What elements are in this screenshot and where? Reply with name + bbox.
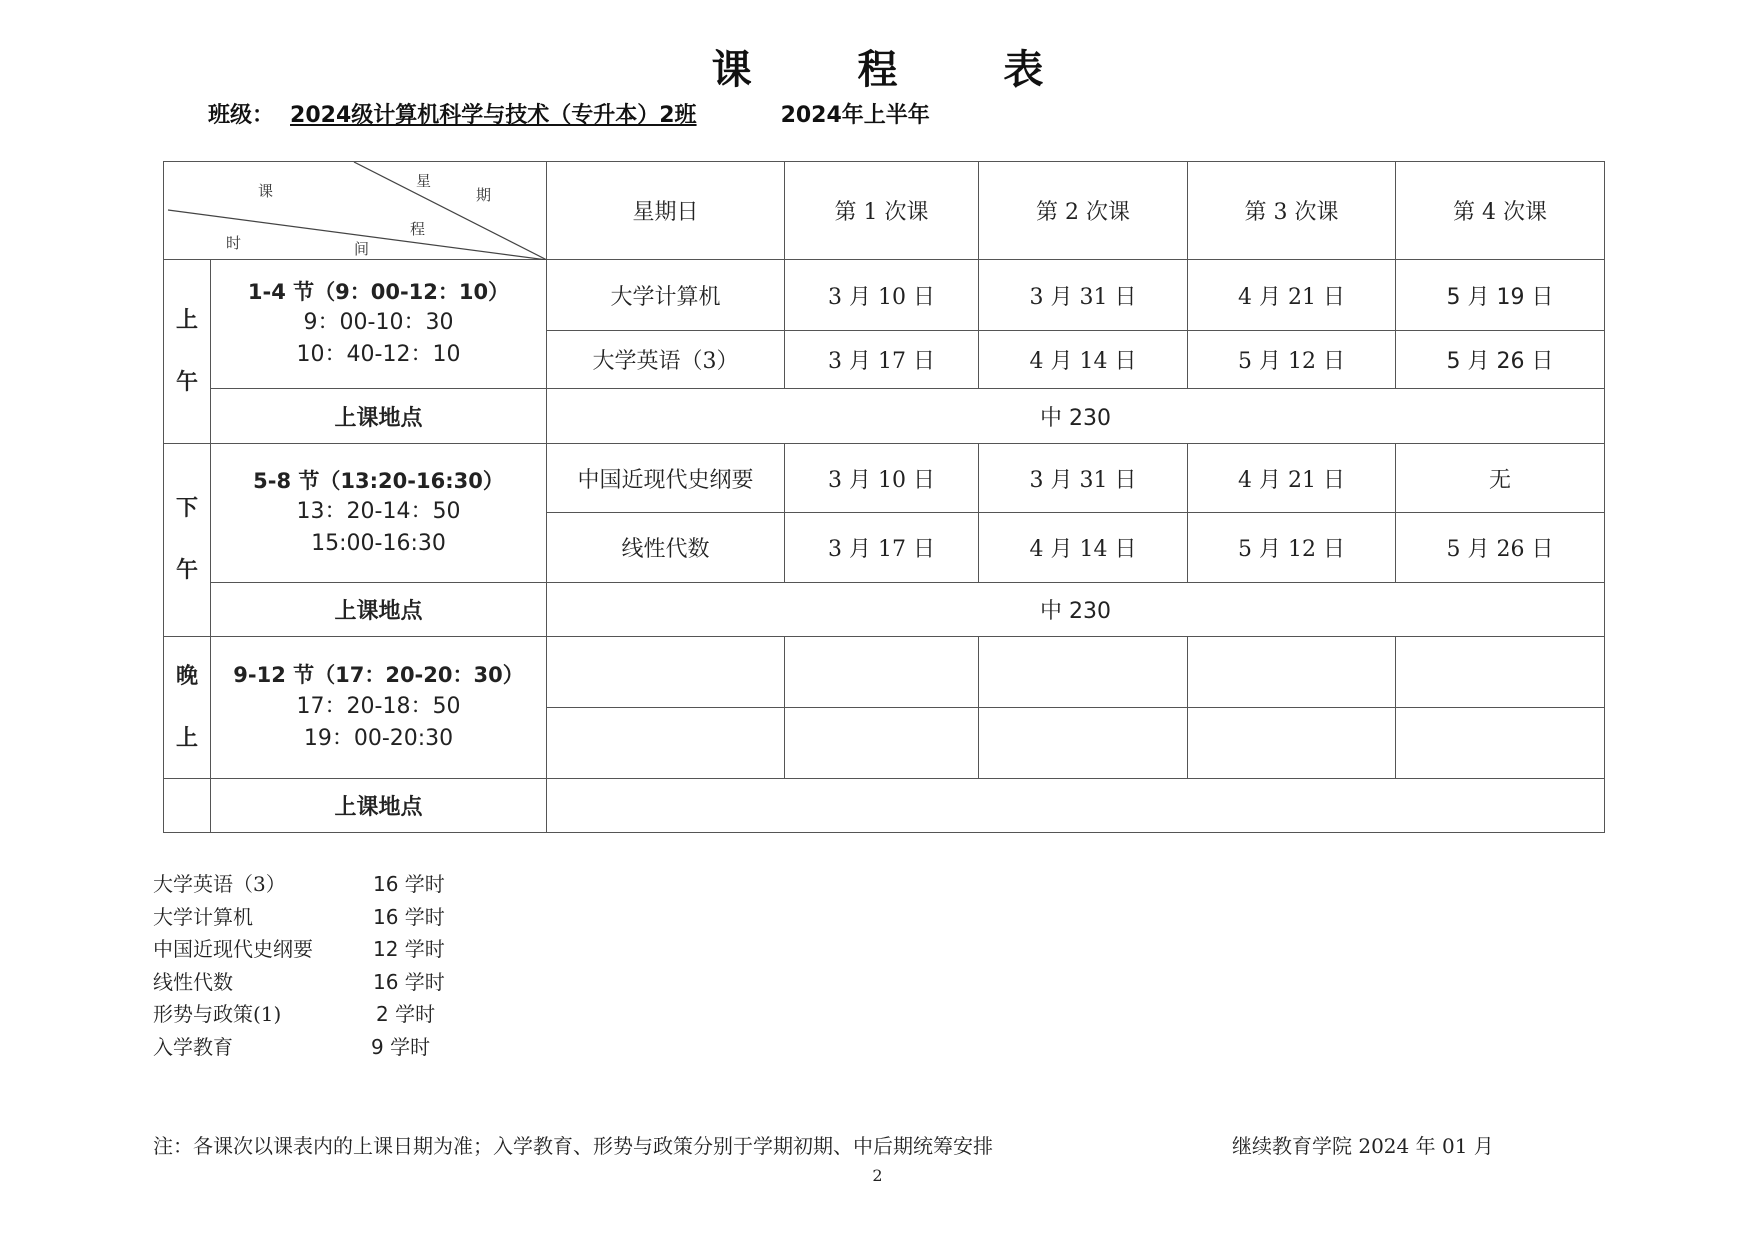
schedule-table	[163, 161, 1605, 833]
date-cell: 5 月 26 日	[1396, 331, 1605, 389]
list-item	[153, 966, 553, 999]
empty-cell	[1188, 708, 1396, 779]
list-item	[153, 901, 553, 934]
place-value: 中 230	[547, 389, 1605, 444]
slot-morning	[211, 260, 547, 389]
empty-cell	[547, 708, 785, 779]
hours-value: 2 学时	[376, 1002, 436, 1026]
empty-cell	[785, 637, 979, 708]
slot-morning-time-1: 9：00-10：30	[303, 310, 454, 336]
slot-evening	[211, 637, 547, 779]
empty-cell	[979, 637, 1188, 708]
period-morning	[164, 260, 211, 444]
diagonal-header-cell	[164, 162, 547, 260]
period-evening	[164, 637, 211, 779]
class-label: 班级：	[208, 103, 275, 128]
date-cell: 3 月 17 日	[785, 513, 979, 583]
diag-label-xing: 星	[416, 172, 432, 190]
place-label: 上课地点	[211, 779, 547, 833]
period-afternoon-line-2: 午	[175, 558, 198, 583]
slot-evening-title: 9-12 节（17：20-20：30）	[233, 663, 524, 688]
slot-afternoon	[211, 444, 547, 583]
empty-cell	[979, 708, 1188, 779]
class-name: 2024级计算机科学与技术（专升本）2班	[290, 103, 697, 128]
period-morning-line-2: 午	[175, 369, 198, 395]
slot-morning-time-2: 10：40-12：10	[296, 342, 461, 368]
hours-course: 中国近现代史纲要	[153, 937, 313, 961]
course-cell: 中国近现代史纲要	[547, 444, 785, 513]
period-evening-line-1: 晚	[175, 663, 198, 689]
date-cell: 4 月 14 日	[979, 513, 1188, 583]
diag-label-qi: 期	[476, 186, 492, 204]
slot-morning-title: 1-4 节（9：00-12：10）	[247, 279, 510, 304]
diag-label-ke: 课	[258, 182, 274, 200]
empty-cell	[1188, 637, 1396, 708]
place-value: 中 230	[547, 583, 1605, 637]
term-label: 2024年上半年	[780, 103, 930, 128]
class-line	[208, 98, 930, 129]
date-cell: 3 月 10 日	[785, 260, 979, 331]
hours-course: 大学计算机	[153, 904, 253, 929]
slot-afternoon-title: 5-8 节（13:20-16:30）	[253, 468, 504, 493]
evening-place-row	[164, 779, 1605, 833]
header-lesson-1: 第 1 次课	[785, 162, 979, 260]
date-cell: 3 月 31 日	[979, 444, 1188, 513]
date-cell: 5 月 12 日	[1188, 331, 1396, 389]
slot-afternoon-time-1: 13：20-14：50	[296, 499, 461, 525]
morning-row-1	[164, 260, 1605, 331]
date-cell: 5 月 12 日	[1188, 513, 1396, 583]
signature: 继续教育学院 2024 年 01 月	[1232, 1134, 1494, 1158]
place-value-empty	[547, 779, 1605, 833]
diag-label-jian: 间	[354, 240, 370, 258]
place-label: 上课地点	[211, 583, 547, 637]
morning-place-row	[164, 389, 1605, 444]
course-cell: 线性代数	[547, 513, 785, 583]
list-item	[153, 933, 553, 966]
hours-course: 入学教育	[153, 1034, 233, 1059]
date-cell: 3 月 31 日	[979, 260, 1188, 331]
date-cell: 3 月 17 日	[785, 331, 979, 389]
date-cell: 5 月 19 日	[1396, 260, 1605, 331]
page-number: 2	[872, 1166, 883, 1185]
date-cell: 5 月 26 日	[1396, 513, 1605, 583]
hours-value: 12 学时	[373, 937, 445, 961]
list-item	[153, 998, 553, 1031]
place-label: 上课地点	[211, 389, 547, 444]
date-cell: 4 月 21 日	[1188, 444, 1396, 513]
hours-course: 形势与政策(1)	[153, 1002, 282, 1026]
hours-course: 线性代数	[153, 969, 233, 994]
hours-value: 9 学时	[371, 1034, 431, 1059]
afternoon-place-row	[164, 583, 1605, 637]
header-row	[164, 162, 1605, 260]
course-cell: 大学英语（3）	[547, 331, 785, 389]
course-cell: 大学计算机	[547, 260, 785, 331]
hours-value: 16 学时	[373, 969, 445, 994]
hours-course: 大学英语（3）	[153, 872, 286, 896]
empty-cell	[164, 779, 211, 833]
header-lesson-2: 第 2 次课	[979, 162, 1188, 260]
diag-label-shi: 时	[226, 234, 242, 252]
course-hours-list	[153, 868, 553, 1063]
period-afternoon	[164, 444, 211, 637]
date-cell: 4 月 21 日	[1188, 260, 1396, 331]
date-cell: 3 月 10 日	[785, 444, 979, 513]
list-item	[153, 868, 553, 901]
page-title: 课 程 表	[711, 46, 1090, 93]
list-item	[153, 1031, 553, 1064]
empty-cell	[547, 637, 785, 708]
date-cell: 4 月 14 日	[979, 331, 1188, 389]
slot-afternoon-time-2: 15:00-16:30	[311, 531, 446, 557]
period-evening-line-2: 上	[175, 725, 198, 751]
afternoon-row-1	[164, 444, 1605, 513]
hours-value: 16 学时	[373, 904, 445, 929]
slot-evening-time-1: 17：20-18：50	[296, 693, 461, 719]
hours-value: 16 学时	[373, 872, 445, 896]
header-lesson-4: 第 4 次课	[1396, 162, 1605, 260]
footnote: 注：各课次以课表内的上课日期为准；入学教育、形势与政策分别于学期初期、中后期统筹安排	[153, 1134, 993, 1158]
empty-cell	[785, 708, 979, 779]
period-afternoon-line-1: 下	[175, 496, 198, 521]
empty-cell	[1396, 637, 1605, 708]
evening-row-1	[164, 637, 1605, 708]
slot-evening-time-2: 19：00-20:30	[303, 725, 454, 751]
diag-label-cheng: 程	[410, 220, 426, 238]
header-day: 星期日	[547, 162, 785, 260]
date-cell: 无	[1396, 444, 1605, 513]
empty-cell	[1396, 708, 1605, 779]
header-lesson-3: 第 3 次课	[1188, 162, 1396, 260]
period-morning-line-1: 上	[175, 307, 198, 333]
